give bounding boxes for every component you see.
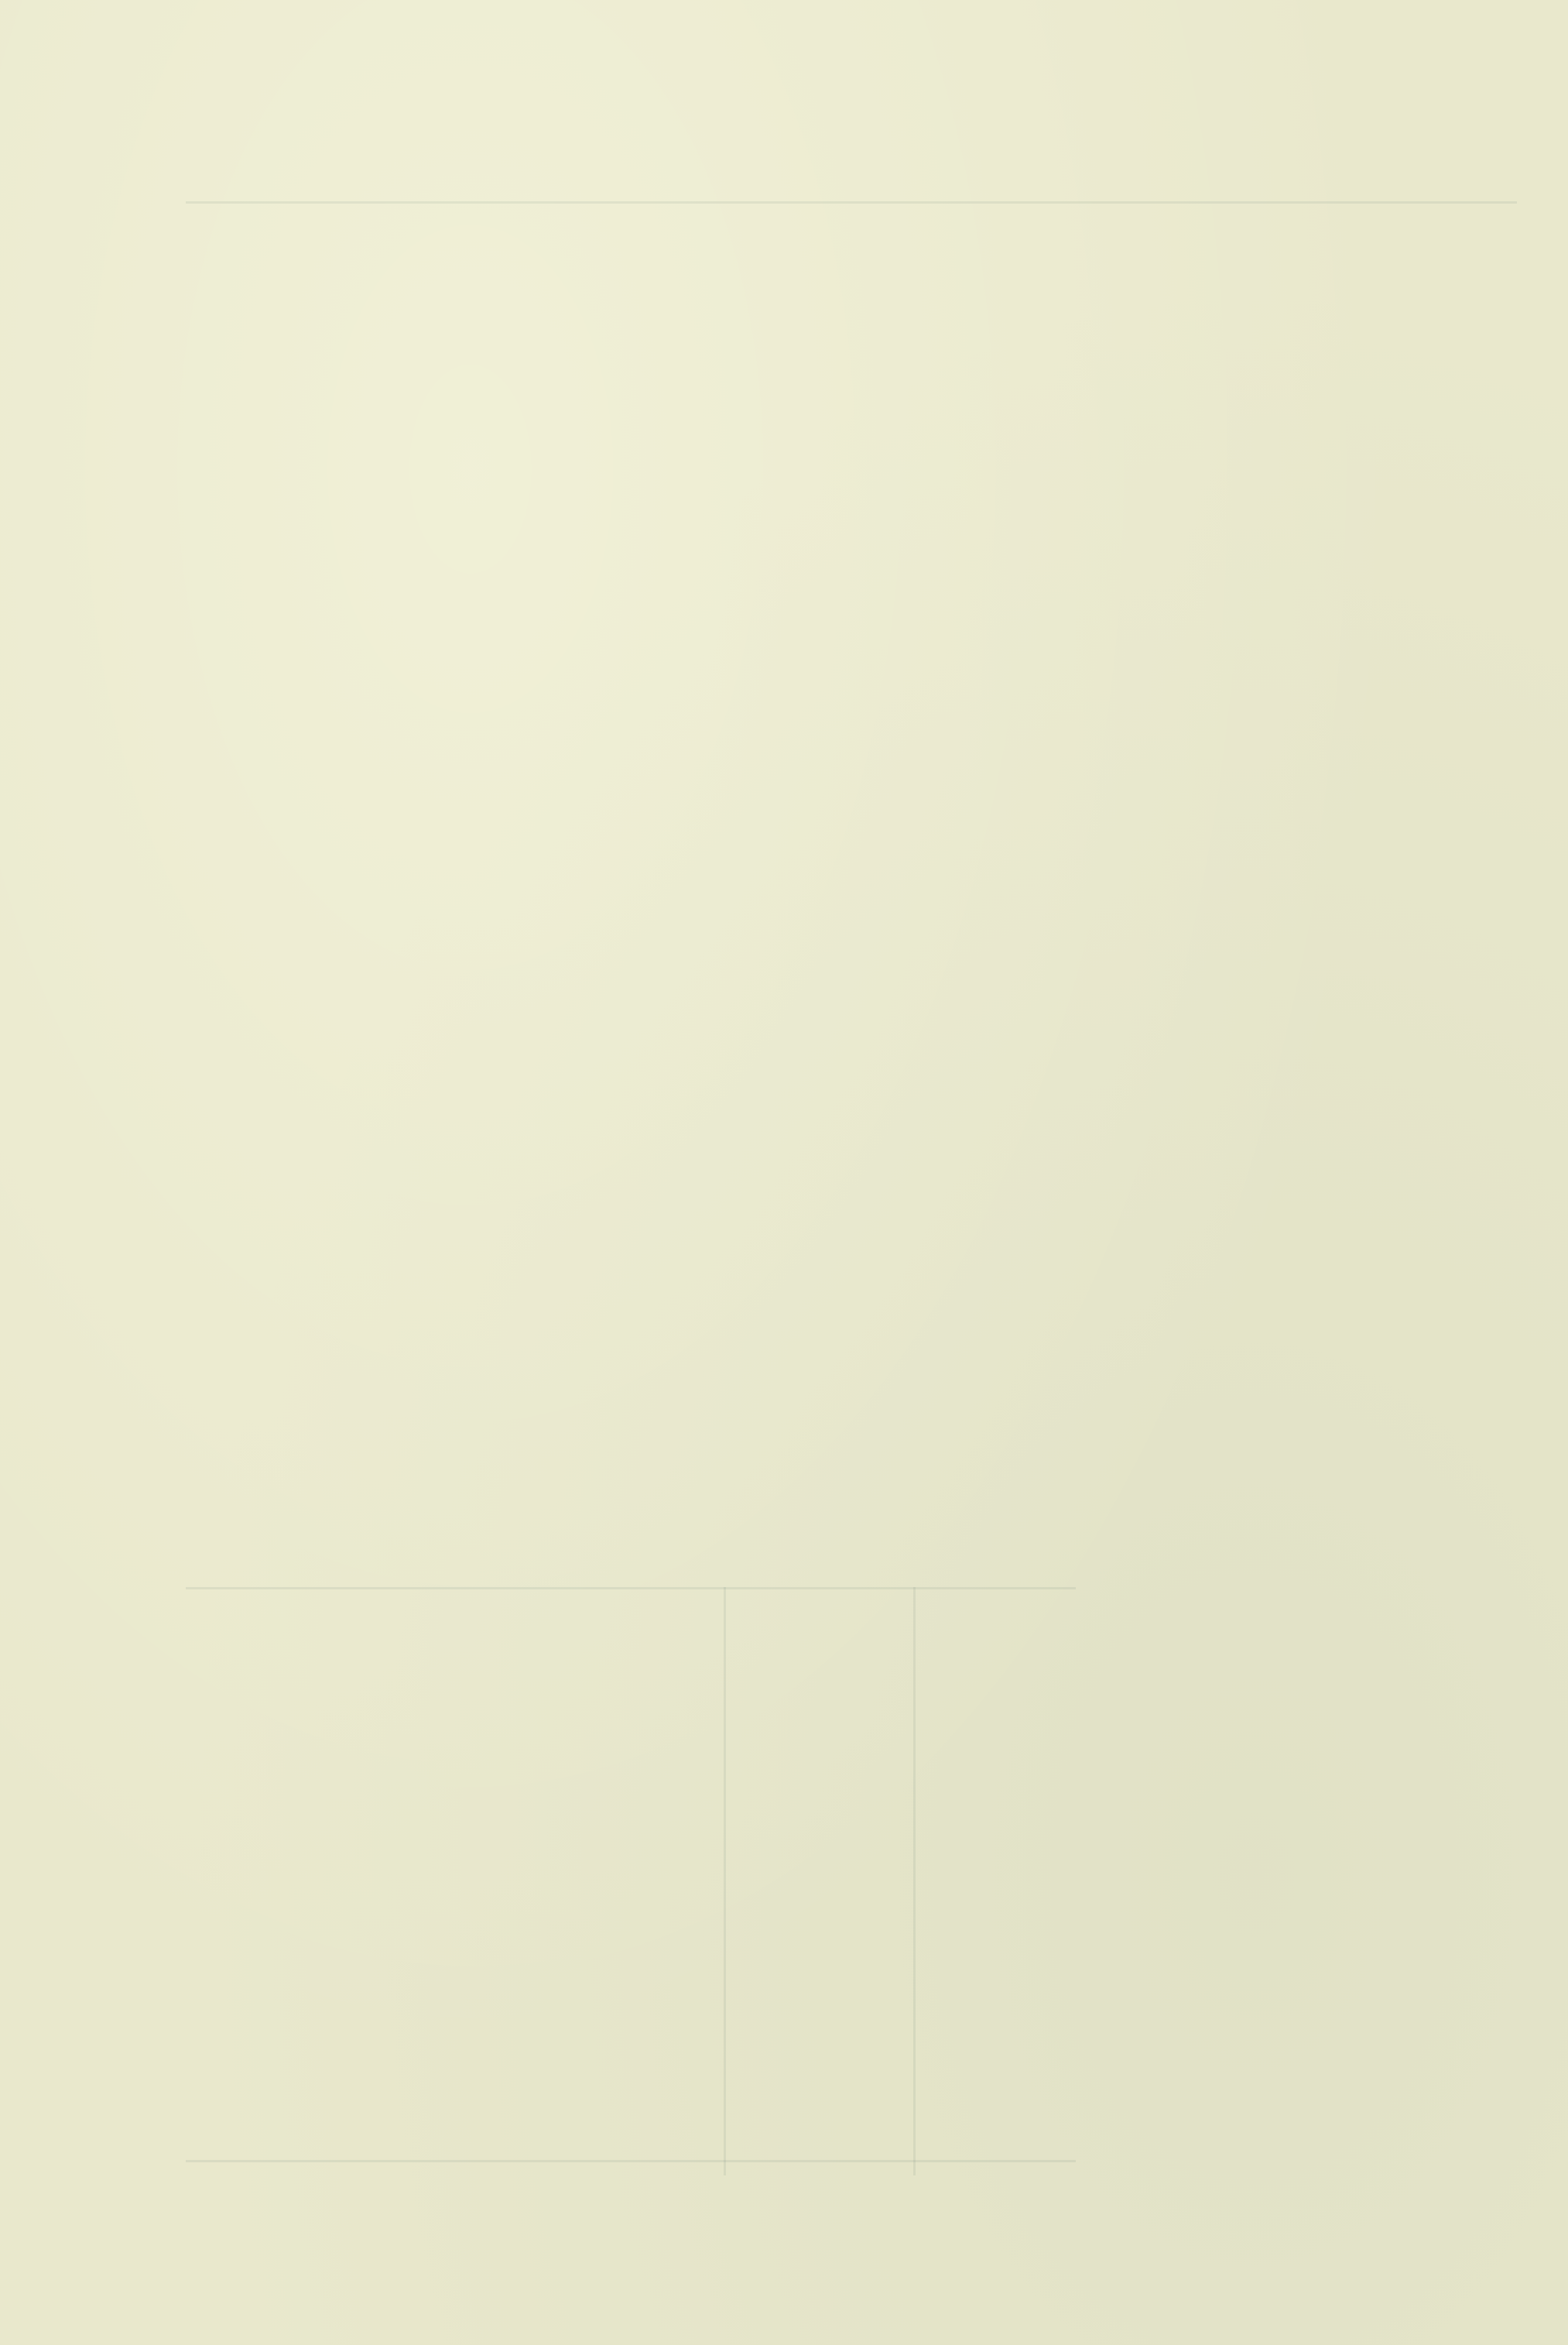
- bleed-through-rule: [186, 201, 1517, 204]
- bleed-through-rule: [724, 1587, 726, 2175]
- bleed-through-rule: [186, 2160, 1076, 2162]
- bleed-through-rule: [186, 1587, 1076, 1589]
- bleed-through-rule: [913, 1587, 916, 2175]
